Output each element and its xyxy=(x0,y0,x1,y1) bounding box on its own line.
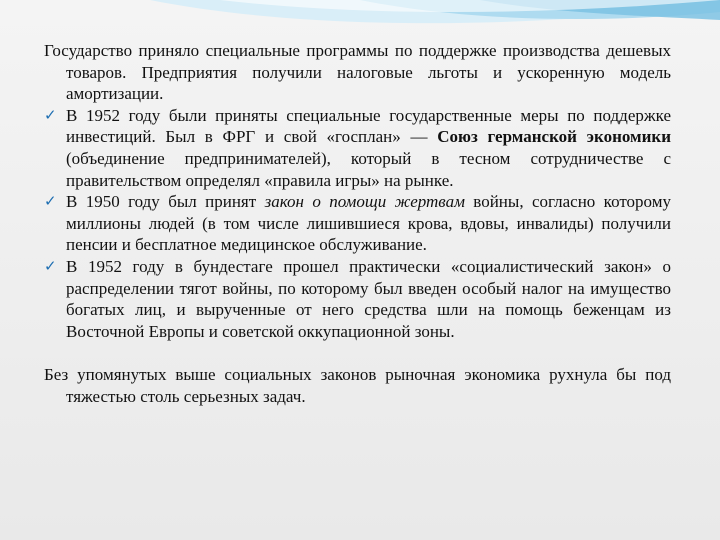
check-icon: ✓ xyxy=(44,192,57,211)
bullet-investment xyxy=(44,105,671,191)
slide-body xyxy=(44,40,671,425)
check-icon: ✓ xyxy=(44,105,57,124)
bullet-text: В 1950 году был принят xyxy=(66,192,265,212)
bullet-text: В 1952 году были приняты специальные государственные меры по поддержке инвестиций. Был в ФРГ и свой «госплан» — xyxy=(66,105,671,147)
bullet-text: (объединение предпринимателей), который в тесном сотрудничестве с правительством определял «правила игры» на рынке. xyxy=(66,148,671,190)
bullet-text: войны, согласно которому миллионы людей (в том числе лишившиеся крова, вдовы, инвалиды) получили пенсии и бесплатное медицинское обслуживание. xyxy=(66,192,671,255)
bullet-burden-sharing-law xyxy=(44,256,671,342)
intro-paragraph: Государство приняло специальные программы по поддержке производства дешевых товаров. Предприятия получили налоговые льготы и ускоренную модель амортизации. xyxy=(44,41,671,104)
bullet-war-victims-law xyxy=(44,191,671,256)
check-icon: ✓ xyxy=(44,256,57,275)
bullet-italic-text: закон о помощи жертвам xyxy=(264,192,465,212)
conclusion-paragraph: Без упомянутых выше социальных законов рыночная экономика рухнула бы под тяжестью столь серьезных задач. xyxy=(44,365,671,406)
bullet-bold-text: Союз германской экономики xyxy=(437,127,672,147)
bullet-text: В 1952 году в бундестаге прошел практически «социалистический закон» о распределении тягот войны, по которому был введен особый налог на имущество богатых лиц, и вырученные от него средства шли на помощь беженцам из Восточной Европы и советской оккупационной зоны. xyxy=(66,256,671,341)
